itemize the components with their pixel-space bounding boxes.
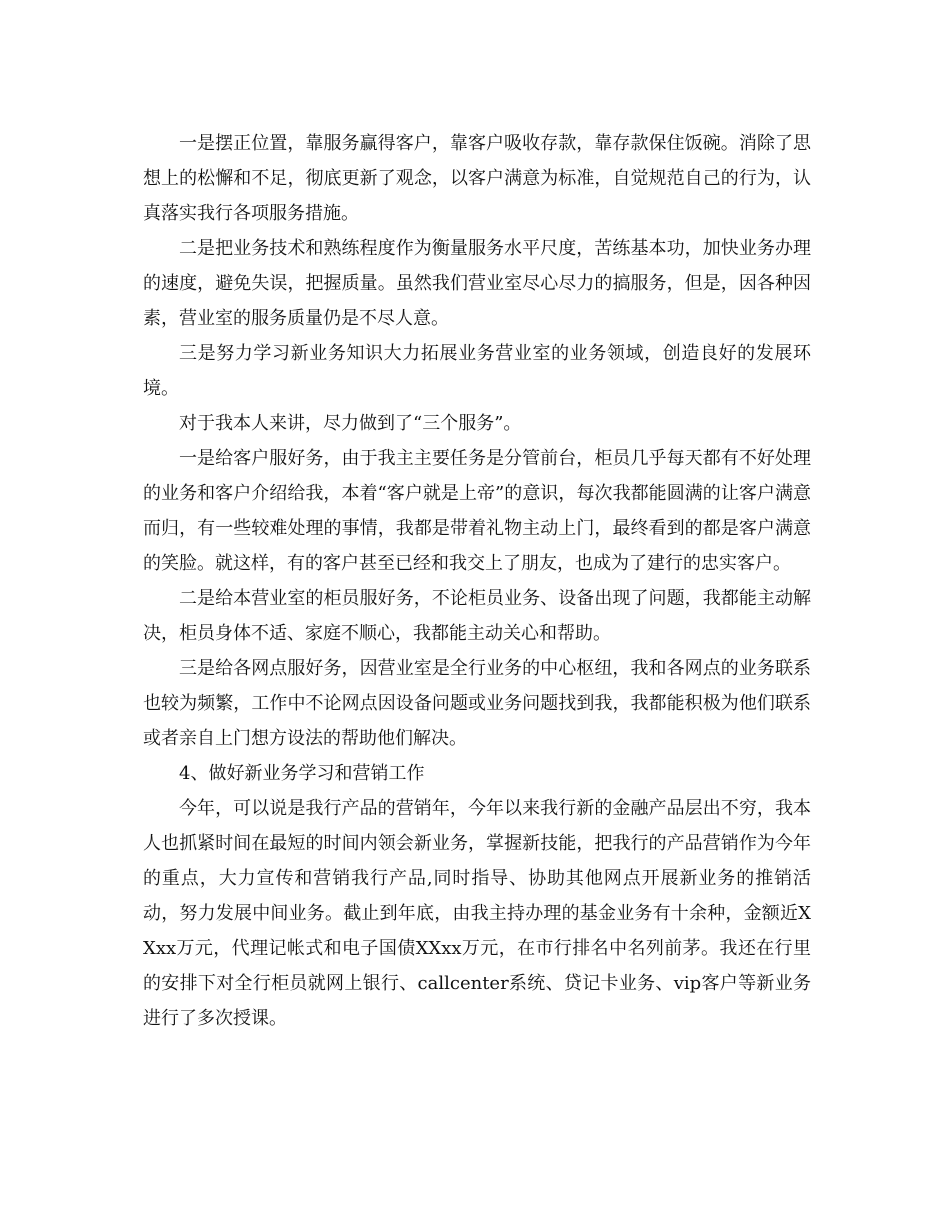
- paragraph-4: 对于我本人来讲，尽力做到了“三个服务”。: [179, 413, 522, 434]
- paragraph-5: 一是给客户服好务，由于我主主要任务是分管前台，柜员几乎每天都有不好处理的业务和客户介绍给我，本着“客户就是上帝”的意识，每次我都能圆满的让客户满意而归，有一些较难处理的事情，我都是带着礼物主动上门，最终看到的都是客户满意的笑脸。就这样，有的客户甚至已经和我交上了朋友，也成为了建行的忠实客户。: [143, 448, 811, 574]
- paragraph-7: 三是给各网点服好务，因营业室是全行业务的中心枢纽，我和各网点的业务联系也较为频繁，工作中不论网点因设备问题或业务问题找到我，我都能积极为他们联系或者亲自上门想方设法的帮助他们解决。: [143, 658, 811, 749]
- paragraph-3: 三是努力学习新业务知识大力拓展业务营业室的业务领域，创造良好的发展环境。: [143, 343, 811, 399]
- paragraph-6: 二是给本营业室的柜员服好务，不论柜员业务、设备出现了问题，我都能主动解决，柜员身体不适、家庭不顺心，我都能主动关心和帮助。: [143, 588, 811, 644]
- paragraph-9: 今年，可以说是我行产品的营销年，今年以来我行新的金融产品层出不穷，我本人也抓紧时间在最短的时间内领会新业务，掌握新技能，把我行的产品营销作为今年的重点，大力宣传和营销我行产品,同时指导、协助其他网点开展新业务的推销活动，努力发展中间业务。截止到年底，由我主持办理的基金业务有十余种，金额近XXxx万元，代理记帐式和电子国债XXxx万元，在市行排名中名列前茅。我还在行里的安排下对全行柜员就网上银行、callcenter系统、贷记卡业务、vip客户等新业务进行了多次授课。: [143, 798, 811, 1029]
- document-body: [143, 126, 811, 1036]
- paragraph-1: 一是摆正位置，靠服务赢得客户，靠客户吸收存款，靠存款保住饭碗。消除了思想上的松懈和不足，彻底更新了观念，以客户满意为标准，自觉规范自己的行为，认真落实我行各项服务措施。: [143, 133, 811, 224]
- paragraph-2: 二是把业务技术和熟练程度作为衡量服务水平尺度，苦练基本功，加快业务办理的速度，避免失误，把握质量。虽然我们营业室尽心尽力的搞服务，但是，因各种因素，营业室的服务质量仍是不尽人意。: [143, 238, 811, 329]
- section-heading: 4、做好新业务学习和营销工作: [179, 763, 425, 784]
